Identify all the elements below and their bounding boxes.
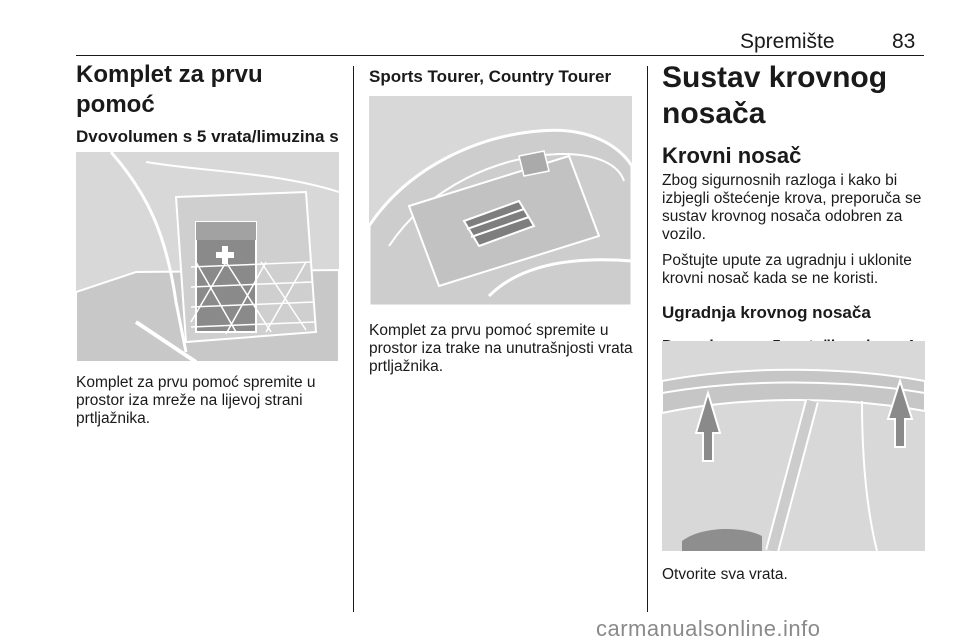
section-heading-roof-rack: Sustav krovnog nosača [662,61,888,130]
column-divider-2 [647,66,648,612]
page-number: 83 [892,30,916,53]
column-divider-1 [353,66,354,612]
figure-caption-first-aid-net: Komplet za prvu pomoć spremite u prostor iza mreže na lijevoj strani prtljažnika. [76,374,316,427]
first-aid-net-illustration [76,152,339,362]
subheading-roof-rack: Krovni nosač [662,143,802,168]
caption-block-2 [369,322,639,376]
paragraph-safety: Zbog sigurnosnih razloga i kako bi izbjegli oštećenje krova, preporuča se sustav krovnog nosača odobren za vozilo. [662,172,922,243]
tailgate-strap-illustration [369,96,632,306]
figure-caption-tailgate: Komplet za prvu pomoć spremite u prostor iza trake na unutrašnjosti vrata prtljažnika. [369,322,633,375]
figure-first-aid-net [76,152,339,362]
caption-block-1 [76,374,346,428]
caption-block-3 [662,566,927,584]
figure-caption-open-doors: Otvorite sva vrata. [662,566,788,583]
subheading-sports-tourer: Sports Tourer, Country Tourer [369,67,612,86]
watermark: carmanualsonline.info [596,616,821,641]
paragraph-instructions: Poštujte upute za ugradnju i uklonite krovni nosač kada se ne koristi. [662,252,912,287]
roof-mounting-illustration [662,341,925,551]
section-heading-first-aid: Komplet za prvu pomoć [76,61,263,118]
section-installing-roof-rack: Ugradnja krovnog nosača [662,303,871,322]
subheading-hatchback: Dvovolumen s 5 vrata/limuzina s [76,127,339,146]
running-header-title: Spremište [740,30,835,53]
column-first-aid-tourer [369,66,639,88]
figure-roof-mounting [662,341,925,551]
column-roof-rack [662,60,927,374]
figure-first-aid-tailgate [369,96,632,306]
header-rule [76,55,924,56]
